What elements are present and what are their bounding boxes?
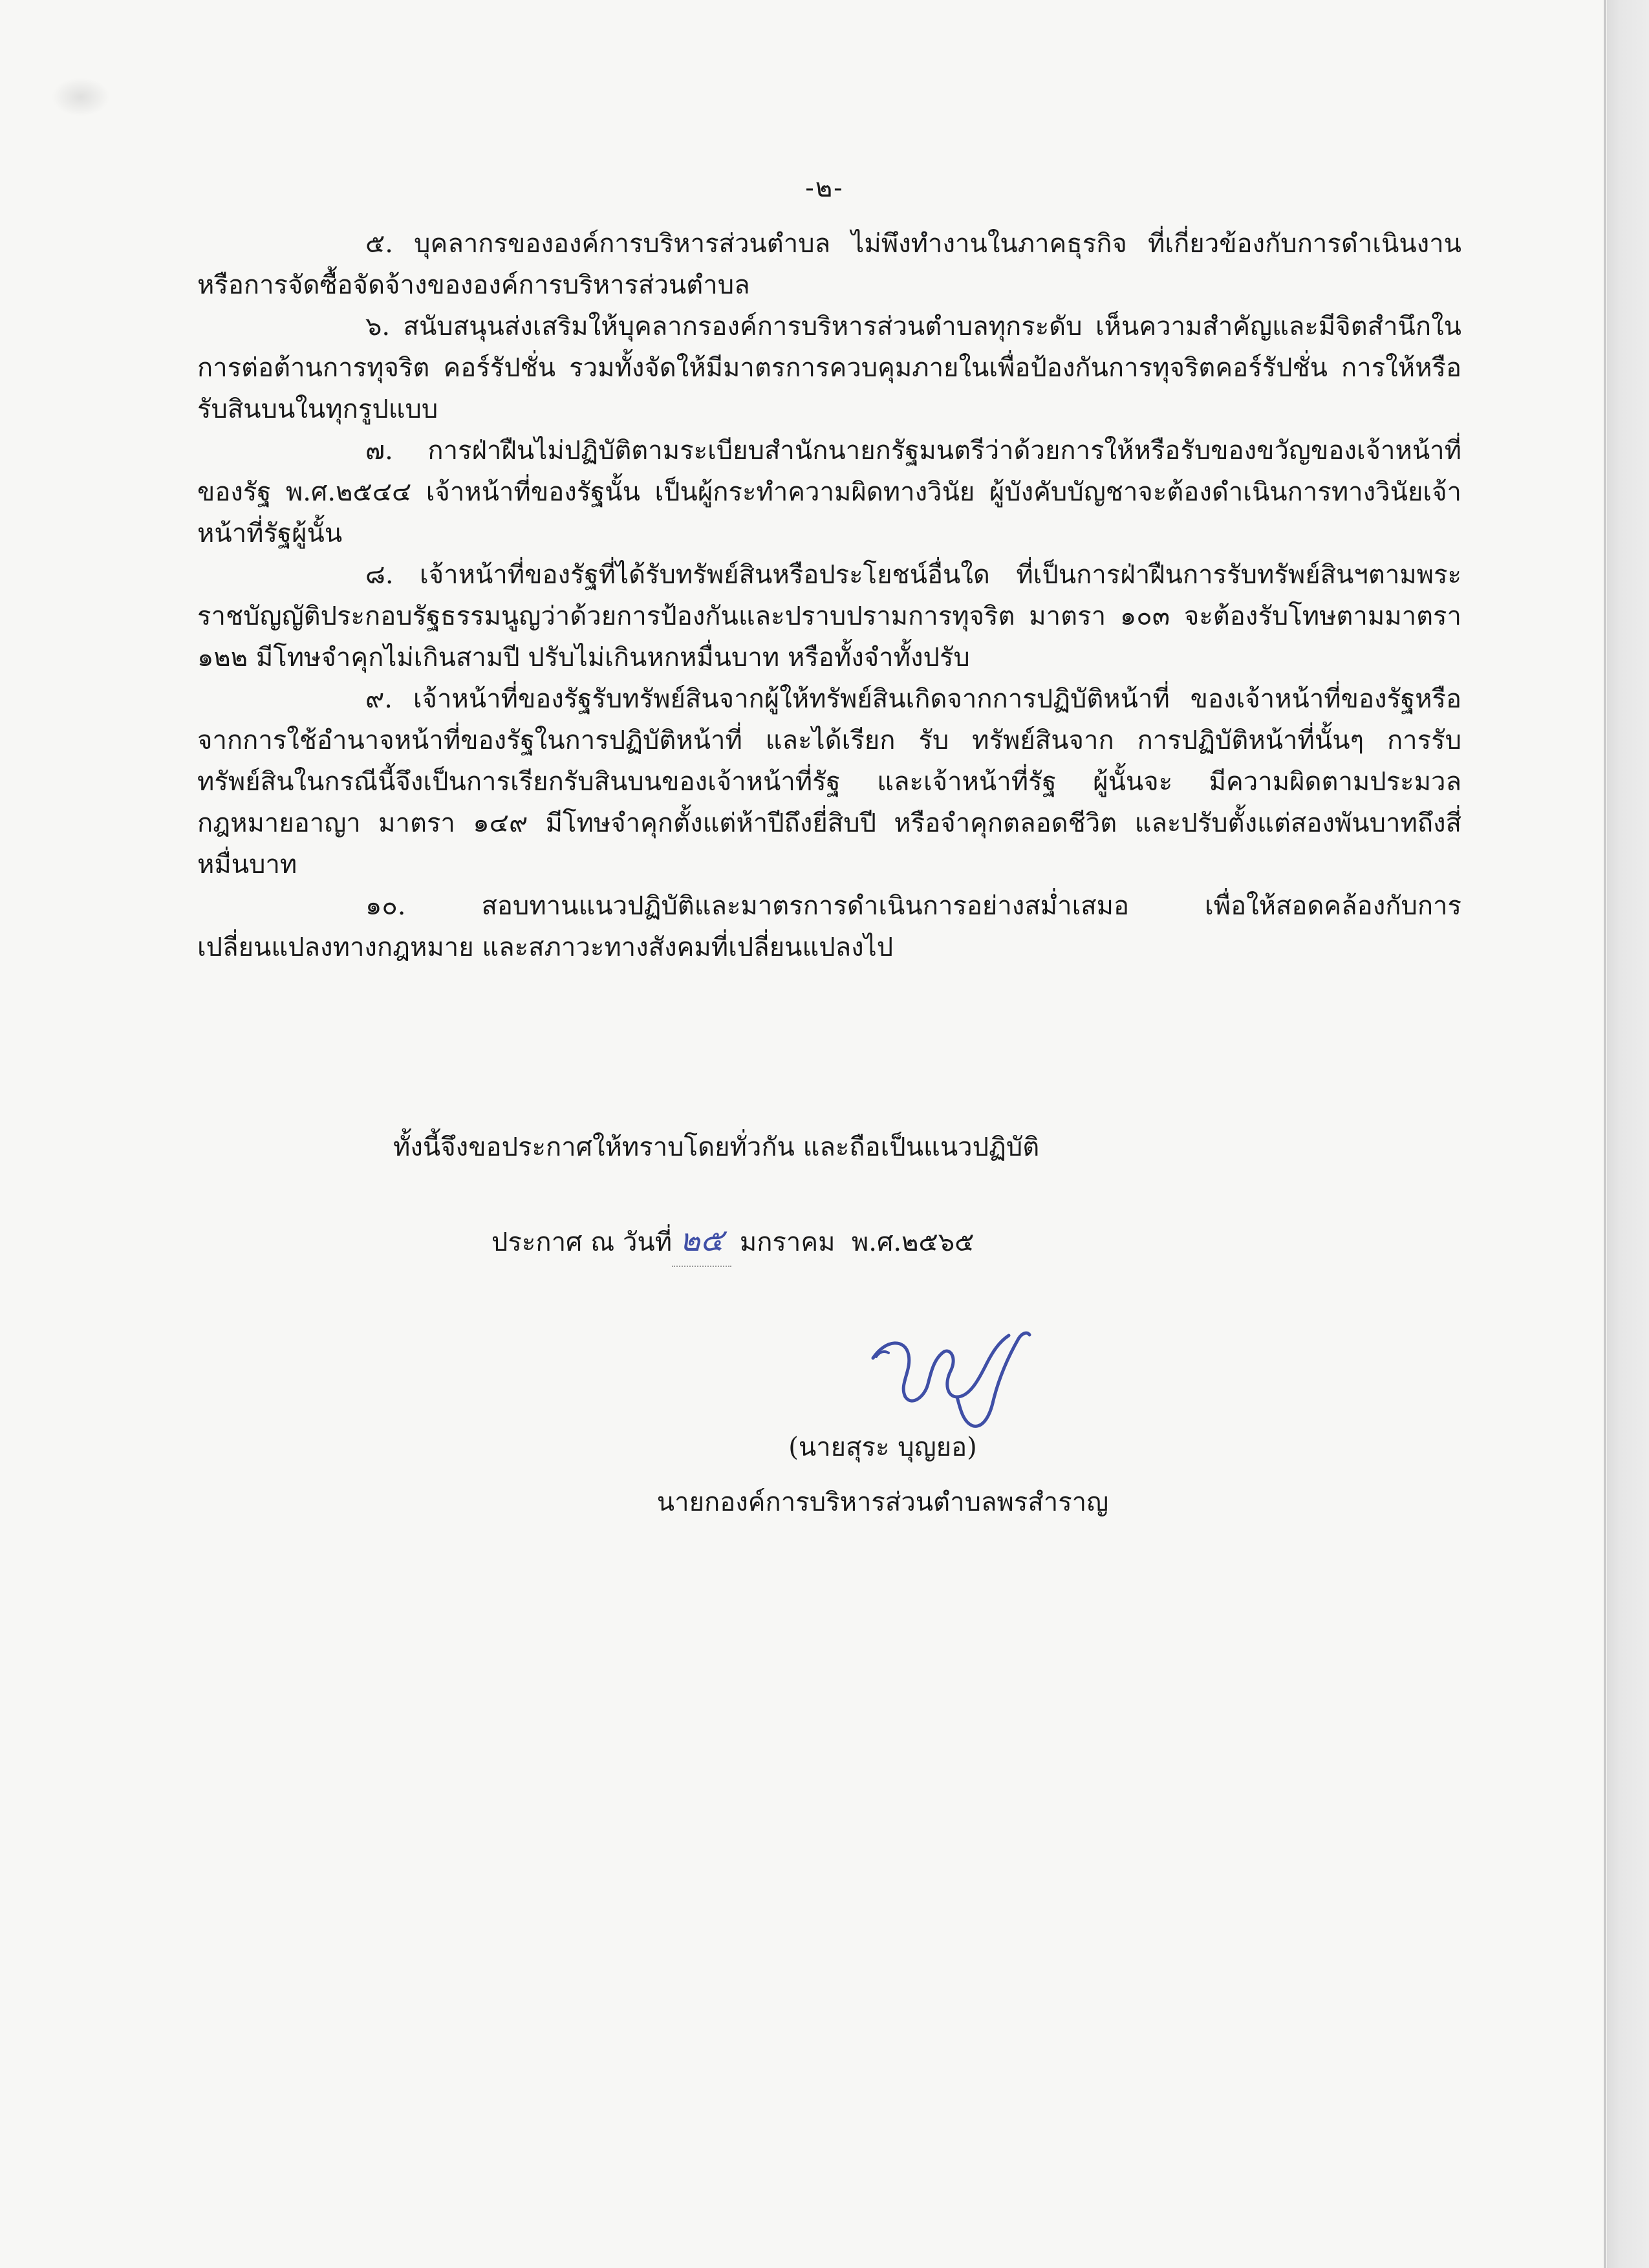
clause-10: ๑๐. สอบทานแนวปฏิบัติและมาตรการดำเนินการอย่างสม่ำเสมอ เพื่อให้สอดคล้องกับการเปลี่ยนแปลงทางกฎหมาย และสภาวะทางสังคมที่เปลี่ยนแปลงไป [197, 891, 1461, 962]
scan-border-line [1604, 0, 1606, 2268]
handwritten-signature [860, 1313, 1054, 1442]
announcement-date [491, 1216, 974, 1267]
closing-statement: ทั้งนี้จึงขอประกาศให้ทราบโดยทั่วกัน และถือเป็นแนวปฏิบัติ [393, 1132, 1040, 1162]
clause-8: ๘. เจ้าหน้าที่ของรัฐที่ได้รับทรัพย์สินหรือประโยชน์อื่นใด ที่เป็นการฝ่าฝืนการรับทรัพย์สินฯตามพระราชบัญญัติประกอบรัฐธรรมนูญว่าด้วยการป้องกันและปราบปรามการทุจริต มาตรา ๑๐๓ จะต้องรับโทษตามมาตรา ๑๒๒ มีโทษจำคุกไม่เกินสามปี ปรับไม่เกินหกหมื่นบาท หรือทั้งจำทั้งปรับ [197, 560, 1461, 673]
date-month: มกราคม [739, 1227, 835, 1257]
clause-9: ๙. เจ้าหน้าที่ของรัฐรับทรัพย์สินจากผู้ให้ทรัพย์สินเกิดจากการปฏิบัติหน้าที่ ของเจ้าหน้าที่ของรัฐหรือจากการใช้อำนาจหน้าที่ของรัฐในการปฏิบัติหน้าที่ และได้เรียก รับ ทรัพย์สินจาก การปฏิบัติหน้าที่นั้นๆ การรับทรัพย์สินในกรณีนี้จึงเป็นการเรียกรับสินบนของเจ้าหน้าที่รัฐ และเจ้าหน้าที่รัฐ ผู้นั้นจะ มีความผิดตามประมวลกฎหมายอาญา มาตรา ๑๔๙ มีโทษจำคุกตั้งแต่ห้าปีถึงยี่สิบปี หรือจำคุกตลอดชีวิต และปรับตั้งแต่สองพันบาทถึงสี่หมื่นบาท [197, 684, 1461, 880]
scan-smudge [52, 78, 110, 116]
clause-6: ๖. สนับสนุนส่งเสริมให้บุคลากรองค์การบริหารส่วนตำบลทุกระดับ เห็นความสำคัญและมีจิตสำนึกในการต่อต้านการทุจริต คอร์รัปชั่น รวมทั้งจัดให้มีมาตรการควบคุมภายในเพื่อป้องกันการทุจริตคอร์รัปชั่น การให้หรือรับสินบนในทุกรูปแบบ [197, 312, 1461, 424]
clause-7: ๗. การฝ่าฝืนไม่ปฏิบัติตามระเบียบสำนักนายกรัฐมนตรีว่าด้วยการให้หรือรับของขวัญของเจ้าหน้าที่ของรัฐ พ.ศ.๒๕๔๔ เจ้าหน้าที่ของรัฐนั้น เป็นผู้กระทำความผิดทางวินัย ผู้บังคับบัญชาจะต้องดำเนินการทางวินัยเจ้าหน้าที่รัฐผู้นั้น [197, 436, 1461, 548]
date-day-handwritten: ๒๕ [672, 1216, 731, 1267]
signer-title: นายกองค์การบริหารส่วนตำบลพรสำราญ [656, 1487, 1109, 1517]
announcement-body [197, 223, 1461, 968]
date-prefix: ประกาศ ณ วันที่ [491, 1227, 673, 1257]
signer-name: (นายสุระ บุญยอ) [788, 1432, 977, 1462]
page-number: -๒- [805, 173, 844, 203]
date-year: พ.ศ.๒๕๖๕ [851, 1227, 975, 1257]
clause-5: ๕. บุคลากรขององค์การบริหารส่วนตำบล ไม่พึงทำงานในภาคธุรกิจ ที่เกี่ยวข้องกับการดำเนินงานหรือการจัดซื้อจัดจ้างขององค์การบริหารส่วนตำบล [197, 229, 1461, 300]
scan-border [1607, 0, 1649, 2268]
